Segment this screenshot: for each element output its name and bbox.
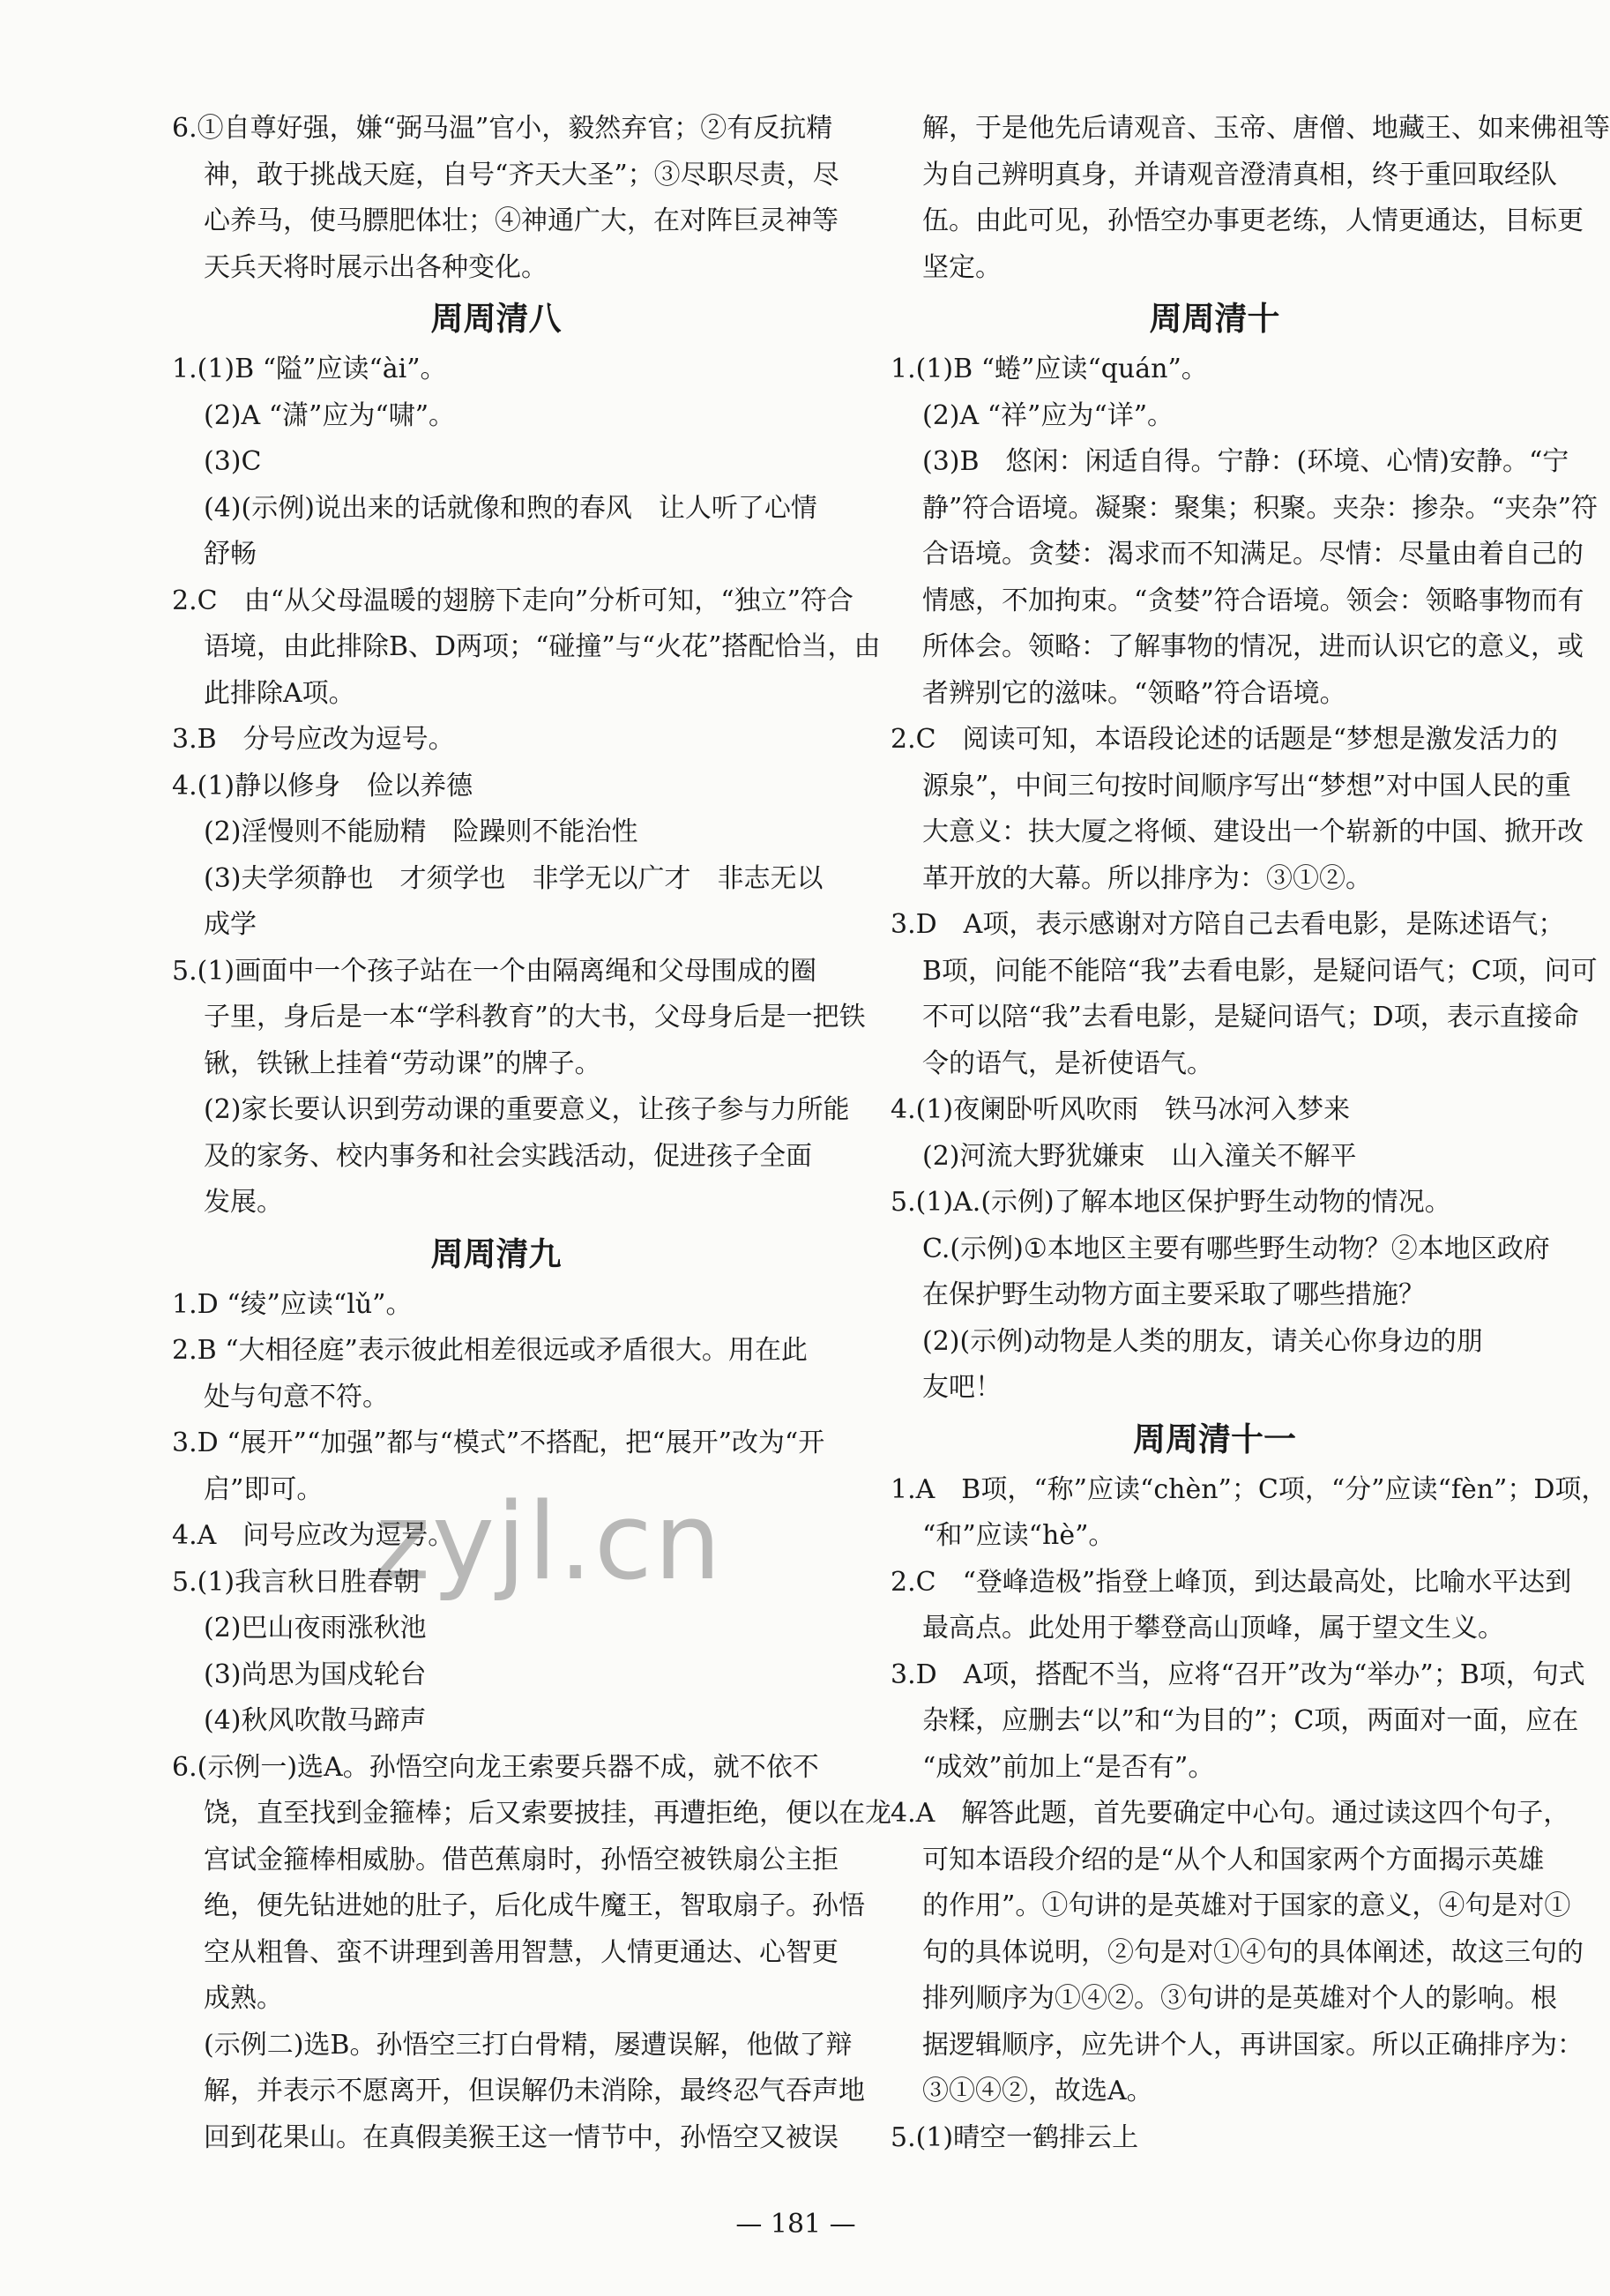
text-line: 的作用”。①句讲的是英雄对于国家的意义，④句是对① bbox=[922, 1890, 1571, 1921]
text-line: 1.A B项，“称”应读“chèn”；C项，“分”应读“fèn”；D项， bbox=[891, 1473, 1608, 1505]
text-line: (2)(示例)动物是人类的朋友，请关心你身边的朋 bbox=[922, 1325, 1483, 1357]
text-line: 绝，便先钻进她的肚子，后化成牛魔王，智取扇子。孙悟 bbox=[204, 1890, 865, 1921]
text-line: (3)C bbox=[204, 446, 262, 477]
text-line: 1.D “绫”应读“lǔ”。 bbox=[172, 1288, 413, 1320]
text-line: 成学 bbox=[204, 909, 257, 940]
text-line: 4.(1)夜阑卧听风吹雨 铁马冰河入梦来 bbox=[891, 1094, 1351, 1125]
text-line: 此排除A项。 bbox=[204, 677, 355, 709]
text-line: 大意义：扶大厦之将倾、建设出一个崭新的中国、掀开改 bbox=[922, 816, 1584, 847]
text-line: 合语境。贪婪：渴求而不知满足。尽情：尽量由着自己的 bbox=[922, 539, 1584, 570]
text-line: (3)夫学须静也 才须学也 非学无以广才 非志无以 bbox=[204, 862, 824, 894]
text-line: B项，问能不能陪“我”去看电影，是疑问语气；C项，问可 bbox=[922, 955, 1598, 987]
text-line: 静”符合语境。凝聚：聚集；积聚。夹杂：掺杂。“夹杂”符 bbox=[922, 492, 1599, 524]
text-line: 心养马，使马膘肥体壮；④神通广大，在对阵巨灵神等 bbox=[204, 205, 839, 236]
text-line: 天兵天将时展示出各种变化。 bbox=[204, 251, 548, 283]
text-line: 不可以陪“我”去看电影，是疑问语气；D项，表示直接命 bbox=[922, 1002, 1579, 1032]
text-line: 最高点。此处用于攀登高山顶峰，属于望文生义。 bbox=[922, 1613, 1504, 1644]
text-line: 6.(示例一)选A。孙悟空向龙王索要兵器不成，就不依不 bbox=[172, 1751, 819, 1783]
text-line: 成熟。 bbox=[204, 1983, 283, 2014]
text-line: 所体会。领略：了解事物的情况，进而认识它的意义，或 bbox=[922, 631, 1584, 662]
text-line: ③①④②，故选A。 bbox=[922, 2076, 1153, 2106]
text-line: 4.A 解答此题，首先要确定中心句。通过读这四个句子， bbox=[891, 1798, 1570, 1829]
text-line: (2)A “祥”应为“详”。 bbox=[922, 399, 1174, 431]
text-line: 2.C “登峰造极”指登上峰顶，到达最高处，比喻水平达到 bbox=[891, 1566, 1572, 1598]
text-line: 友吧！ bbox=[922, 1372, 1002, 1403]
text-line: 2.C 由“从父母温暖的翅膀下走向”分析可知，“独立”符合 bbox=[172, 585, 853, 616]
text-line: (2)A “潇”应为“啸”。 bbox=[204, 399, 456, 431]
text-line: 1.(1)B “蜷”应读“quán”。 bbox=[891, 354, 1208, 384]
text-line: (4)秋风吹散马蹄声 bbox=[204, 1705, 427, 1736]
section-heading: 周周清十 bbox=[1149, 300, 1280, 338]
text-line: 可知本语段介绍的是“从个人和国家两个方面揭示英雄 bbox=[922, 1844, 1545, 1875]
text-line: 5.(1)我言秋日胜春朝 bbox=[172, 1566, 421, 1598]
text-line: 杂糅，应删去“以”和“为目的”；C项，两面对一面，应在 bbox=[922, 1705, 1579, 1736]
text-line: 源泉”，中间三句按时间顺序写出“梦想”对中国人民的重 bbox=[922, 770, 1572, 801]
text-line: 启”即可。 bbox=[204, 1473, 324, 1505]
text-line: “和”应读“hè”。 bbox=[922, 1520, 1115, 1551]
text-line: 排列顺序为①④②。③句讲的是英雄对个人的影响。根 bbox=[922, 1983, 1557, 2014]
text-line: 3.B 分号应改为逗号。 bbox=[172, 724, 455, 755]
text-line: 者辨别它的滋味。“领略”符合语境。 bbox=[922, 677, 1346, 709]
text-line: 解，并表示不愿离开，但误解仍未消除，最终忍气吞声地 bbox=[204, 2076, 865, 2106]
text-line: 3.D “展开”“加强”都与“模式”不搭配，把“展开”改为“开 bbox=[172, 1428, 825, 1458]
text-line: 空从粗鲁、蛮不讲理到善用智慧，人情更通达、心智更 bbox=[204, 1936, 839, 1968]
section-heading: 周周清十一 bbox=[1133, 1420, 1296, 1458]
text-line: 子里，身后是一本“学科教育”的大书，父母身后是一把铁 bbox=[204, 1002, 866, 1032]
text-line: 5.(1)画面中一个孩子站在一个由隔离绳和父母围成的圈 bbox=[172, 955, 817, 987]
left-column bbox=[172, 106, 891, 2161]
text-line: 令的语气，是祈使语气。 bbox=[922, 1047, 1213, 1079]
text-line: 宫试金箍棒相威胁。借芭蕉扇时，孙悟空被铁扇公主拒 bbox=[204, 1844, 839, 1875]
text-line: (3)尚思为国戍轮台 bbox=[204, 1659, 427, 1690]
text-line: (3)B 悠闲：闲适自得。宁静：(环境、心情)安静。“宁 bbox=[922, 446, 1569, 477]
text-line: “成效”前加上“是否有”。 bbox=[922, 1751, 1215, 1783]
text-line: 4.(1)静以修身 俭以养德 bbox=[172, 770, 473, 801]
text-line: (2)河流大野犹嫌束 山入潼关不解平 bbox=[922, 1140, 1357, 1172]
text-line: 回到花果山。在真假美猴王这一情节中，孙悟空又被误 bbox=[204, 2121, 839, 2153]
text-line: 解，于是他先后请观音、玉帝、唐僧、地藏王、如来佛祖等 bbox=[922, 113, 1610, 144]
text-line: (2)淫慢则不能励精 险躁则不能治性 bbox=[204, 816, 638, 847]
text-line: 革开放的大幕。所以排序为：③①②。 bbox=[922, 862, 1372, 894]
text-line: 句的具体说明，②句是对①④句的具体阐述，故这三句的 bbox=[922, 1936, 1584, 1968]
text-line: 1.(1)B “隘”应读“ài”。 bbox=[172, 354, 447, 384]
text-line: 处与句意不符。 bbox=[204, 1381, 389, 1413]
text-line: 4.A 问号应改为逗号。 bbox=[172, 1520, 455, 1551]
text-line: (2)巴山夜雨涨秋池 bbox=[204, 1613, 427, 1644]
text-line: (4)(示例)说出来的话就像和煦的春风 让人听了心情 bbox=[204, 492, 817, 524]
text-line: 6.①自尊好强，嫌“弼马温”官小，毅然弃官；②有反抗精 bbox=[172, 113, 833, 144]
text-line: 5.(1)晴空一鹤排云上 bbox=[891, 2121, 1139, 2153]
text-line: 3.D A项，搭配不当，应将“召开”改为“举办”；B项，句式 bbox=[891, 1659, 1585, 1690]
text-line: 在保护野生动物方面主要采取了哪些措施？ bbox=[922, 1279, 1425, 1310]
text-line: 神，敢于挑战天庭，自号“齐天大圣”；③尽职尽责，尽 bbox=[204, 159, 839, 190]
text-line: 语境，由此排除B、D两项；“碰撞”与“火花”搭配恰当，由 bbox=[204, 631, 881, 662]
text-line: 饶，直至找到金箍棒；后又索要披挂，再遭拒绝，便以在龙 bbox=[204, 1798, 891, 1829]
text-line: C.(示例)①本地区主要有哪些野生动物？②本地区政府 bbox=[922, 1233, 1550, 1264]
text-line: (2)家长要认识到劳动课的重要意义，让孩子参与力所能 bbox=[204, 1094, 850, 1125]
text-line: 2.C 阅读可知，本语段论述的话题是“梦想是激发活力的 bbox=[891, 724, 1558, 755]
text-line: (示例二)选B。孙悟空三打白骨精，屡遭误解，他做了辩 bbox=[204, 2029, 853, 2061]
section-heading: 周周清八 bbox=[430, 300, 562, 338]
text-line: 坚定。 bbox=[922, 251, 1002, 283]
text-line: 3.D A项，表示感谢对方陪自己去看电影，是陈述语气； bbox=[891, 909, 1565, 940]
right-column bbox=[891, 106, 1610, 2161]
text-line: 伍。由此可见，孙悟空办事更老练，人情更通达，目标更 bbox=[922, 205, 1584, 236]
watermark: zyjl.cn bbox=[375, 1481, 723, 1604]
page-number: — 181 — bbox=[735, 2209, 856, 2240]
text-line: 情感，不加拘束。“贪婪”符合语境。领会：领略事物而有 bbox=[922, 585, 1584, 616]
text-line: 5.(1)A.(示例)了解本地区保护野生动物的情况。 bbox=[891, 1187, 1451, 1218]
text-line: 锹，铁锹上挂着“劳动课”的牌子。 bbox=[204, 1047, 601, 1079]
text-line: 为自己辨明真身，并请观音澄清真相，终于重回取经队 bbox=[922, 159, 1557, 190]
text-line: 发展。 bbox=[204, 1187, 283, 1218]
text-line: 2.B “大相径庭”表示彼此相差很远或矛盾很大。用在此 bbox=[172, 1335, 808, 1366]
text-line: 及的家务、校内事务和社会实践活动，促进孩子全面 bbox=[204, 1140, 812, 1172]
text-line: 据逻辑顺序，应先讲个人，再讲国家。所以正确排序为： bbox=[922, 2029, 1584, 2061]
text-line: 舒畅 bbox=[204, 539, 257, 570]
section-heading: 周周清九 bbox=[430, 1234, 562, 1273]
